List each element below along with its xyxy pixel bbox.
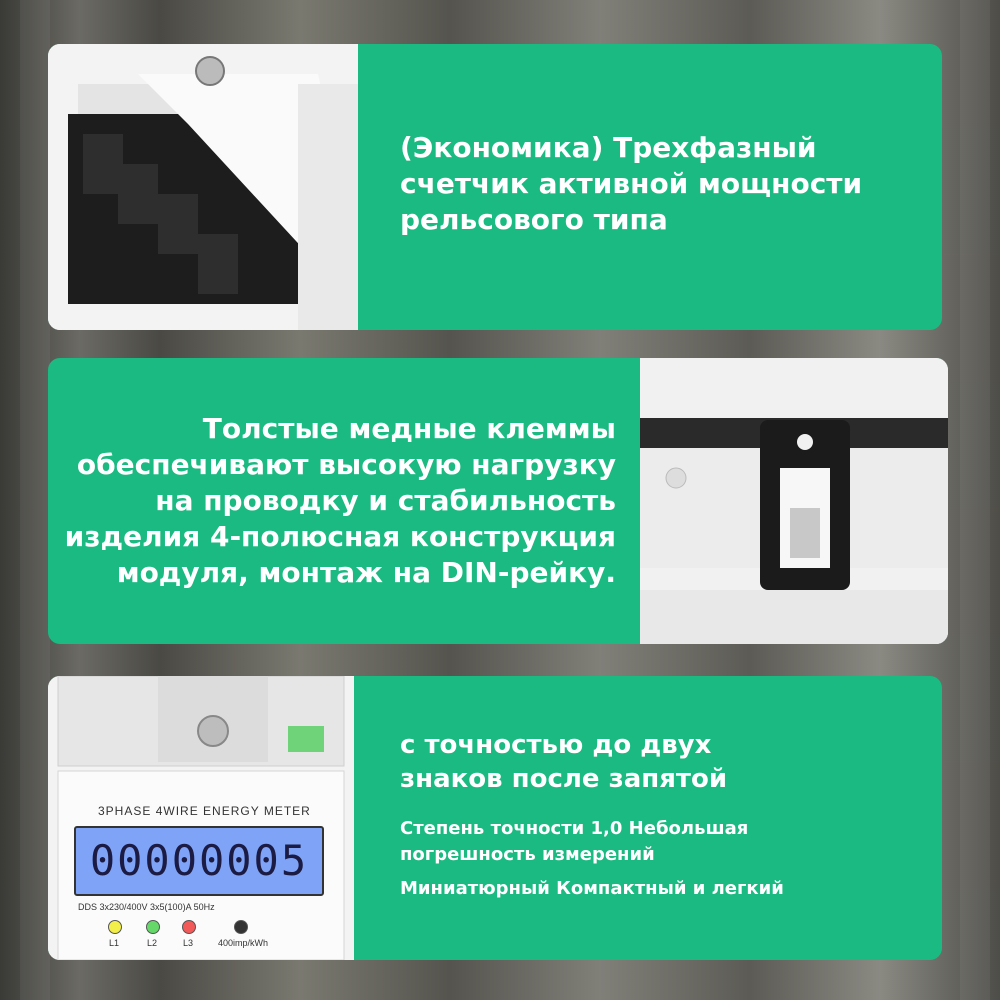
panel1-line: (Экономика) Трехфазный	[400, 131, 817, 164]
panel1-text	[400, 130, 862, 238]
panel2-line: на проводку и стабильность	[155, 484, 616, 517]
product-photo-meter-display	[48, 676, 354, 960]
panel3-detail-line: погрешность измерений	[400, 844, 655, 865]
feature-panel-1	[48, 44, 942, 330]
panel3-detail	[400, 816, 748, 868]
panel2-line: модуля, монтаж на DIN-рейку.	[116, 556, 616, 589]
panel2-line: обеспечивают высокую нагрузку	[76, 448, 616, 481]
panel3-feature	[400, 876, 784, 902]
product-photo-terminals	[48, 44, 358, 330]
panel1-line: рельсового типа	[400, 203, 668, 236]
feature-panel-3	[48, 676, 942, 960]
meter-title: 3PHASE 4WIRE ENERGY METER	[98, 804, 311, 818]
product-photo-din-clip	[640, 358, 948, 644]
led-l3-icon	[182, 920, 196, 934]
led-l1-icon	[108, 920, 122, 934]
panel3-detail-line: Степень точности 1,0 Небольшая	[400, 818, 749, 839]
terminal-block-illustration	[48, 44, 358, 330]
pulse-led-icon	[234, 920, 248, 934]
panel2-line: Толстые медные клеммы	[202, 412, 616, 445]
panel2-text	[65, 411, 616, 591]
panel3-heading-line: знаков после запятой	[400, 764, 728, 794]
panel1-line: счетчик активной мощности	[400, 167, 863, 200]
led-l2-icon	[146, 920, 160, 934]
background-strip	[960, 0, 990, 1000]
meter-lcd-display: 00000005	[74, 826, 324, 896]
meter-housing-illustration	[48, 676, 354, 960]
panel2-line: изделия 4-полюсная конструкция	[64, 520, 616, 553]
pulse-label: 400imp/kWh	[218, 938, 269, 948]
din-clip-illustration	[640, 358, 948, 644]
panel3-feature-line: Миниатюрный Компактный и легкий	[400, 878, 784, 899]
led-label: L1	[109, 938, 120, 948]
panel3-heading-line: с точностью до двух	[400, 730, 712, 760]
meter-spec: DDS 3x230/400V 3x5(100)A 50Hz	[78, 902, 215, 912]
background-strip	[20, 0, 50, 1000]
panel3-heading	[400, 728, 727, 796]
led-label: L2	[147, 938, 158, 948]
led-label: L3	[183, 938, 194, 948]
feature-panel-2	[48, 358, 948, 644]
